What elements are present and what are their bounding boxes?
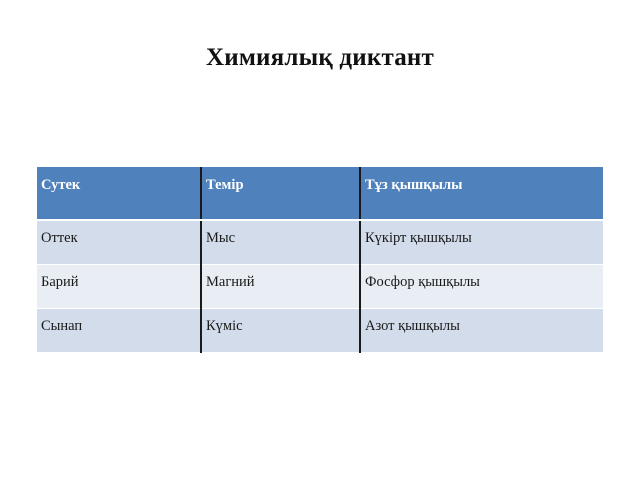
header-cell-hydrogen: Сутек bbox=[37, 167, 136, 220]
element-cell: Магний bbox=[201, 264, 281, 308]
element-cell: Сынап bbox=[37, 308, 136, 352]
header-cell-iron: Темір bbox=[201, 167, 281, 220]
answer-cell bbox=[514, 264, 603, 308]
answer-cell bbox=[281, 308, 360, 352]
answer-cell bbox=[136, 220, 201, 264]
table-header-row bbox=[37, 167, 603, 220]
answer-cell bbox=[136, 167, 201, 220]
dictation-table bbox=[37, 167, 603, 353]
acid-cell: Азот қышқылы bbox=[360, 308, 514, 352]
element-cell: Барий bbox=[37, 264, 136, 308]
acid-cell: Күкірт қышқылы bbox=[360, 220, 514, 264]
answer-cell bbox=[281, 220, 360, 264]
element-cell: Күміс bbox=[201, 308, 281, 352]
element-cell: Мыс bbox=[201, 220, 281, 264]
table-row bbox=[37, 308, 603, 352]
answer-cell bbox=[136, 264, 201, 308]
answer-cell bbox=[281, 167, 360, 220]
answer-cell bbox=[514, 220, 603, 264]
slide-title: Химиялық диктант bbox=[205, 44, 435, 71]
answer-cell bbox=[514, 167, 603, 220]
answer-cell bbox=[281, 264, 360, 308]
acid-cell: Фосфор қышқылы bbox=[360, 264, 514, 308]
answer-cell bbox=[514, 308, 603, 352]
element-cell: Оттек bbox=[37, 220, 136, 264]
table-row bbox=[37, 264, 603, 308]
table-row bbox=[37, 220, 603, 264]
answer-cell bbox=[136, 308, 201, 352]
header-cell-hydrochloric-acid: Тұз қышқылы bbox=[360, 167, 514, 220]
